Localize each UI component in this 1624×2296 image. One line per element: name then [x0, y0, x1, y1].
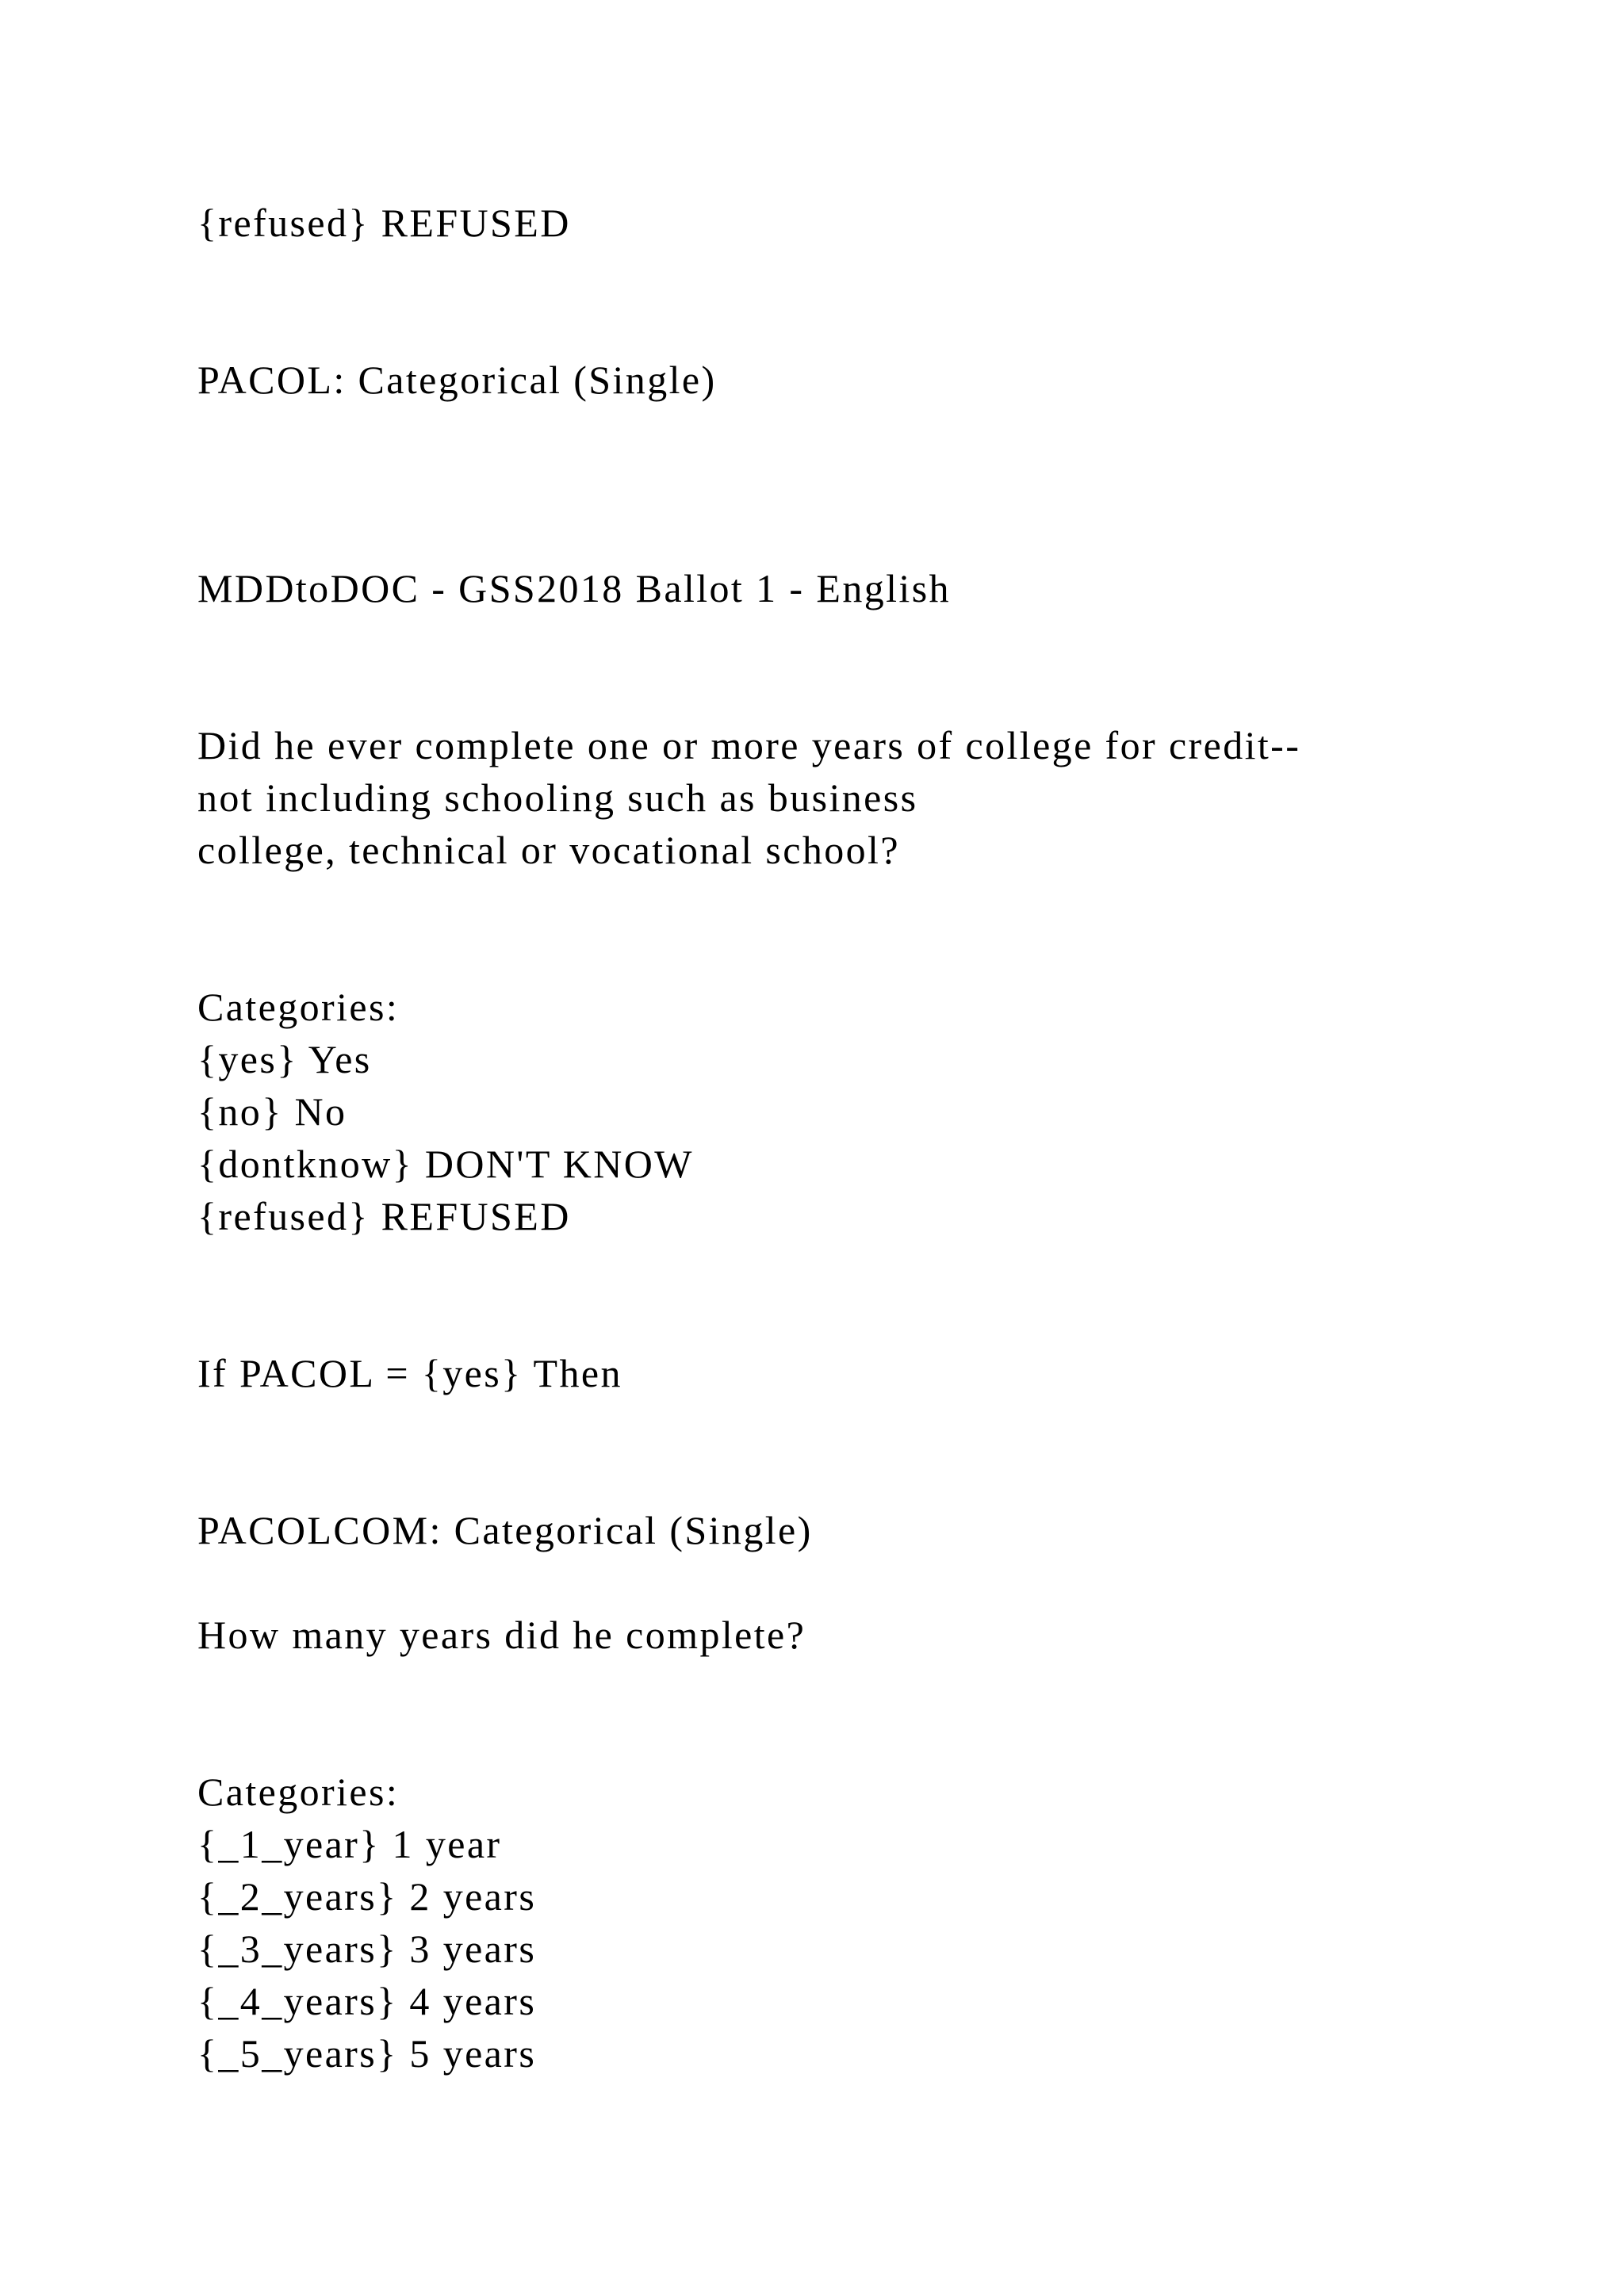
text-line: {refused} REFUSED: [197, 201, 571, 245]
category-item: {_3_years} 3 years: [197, 1927, 537, 1971]
category-item: {_1_year} 1 year: [197, 1822, 502, 1866]
document-source-title: MDDtoDOC - GSS2018 Ballot 1 - English: [197, 566, 951, 610]
question-header-pacol: PACOL: Categorical (Single): [197, 358, 717, 402]
category-item: {_4_years} 4 years: [197, 1979, 537, 2023]
question-text-line: not including schooling such as business: [197, 775, 918, 820]
category-item: {refused} REFUSED: [197, 1194, 571, 1238]
question-text-line: How many years did he complete?: [197, 1613, 806, 1657]
question-text-line: Did he ever complete one or more years of college for credit--: [197, 723, 1301, 767]
condition-line: If PACOL = {yes} Then: [197, 1351, 622, 1395]
categories-label: Categories:: [197, 1770, 400, 1814]
category-item: {no} No: [197, 1089, 347, 1134]
category-item: {_5_years} 5 years: [197, 2031, 537, 2076]
question-header-pacolcom: PACOLCOM: Categorical (Single): [197, 1508, 813, 1552]
category-item: {yes} Yes: [197, 1037, 372, 1081]
categories-label: Categories:: [197, 985, 400, 1029]
category-item: {_2_years} 2 years: [197, 1874, 537, 1919]
category-item: {dontknow} DON'T KNOW: [197, 1142, 694, 1186]
question-text-line: college, technical or vocational school?: [197, 828, 900, 872]
